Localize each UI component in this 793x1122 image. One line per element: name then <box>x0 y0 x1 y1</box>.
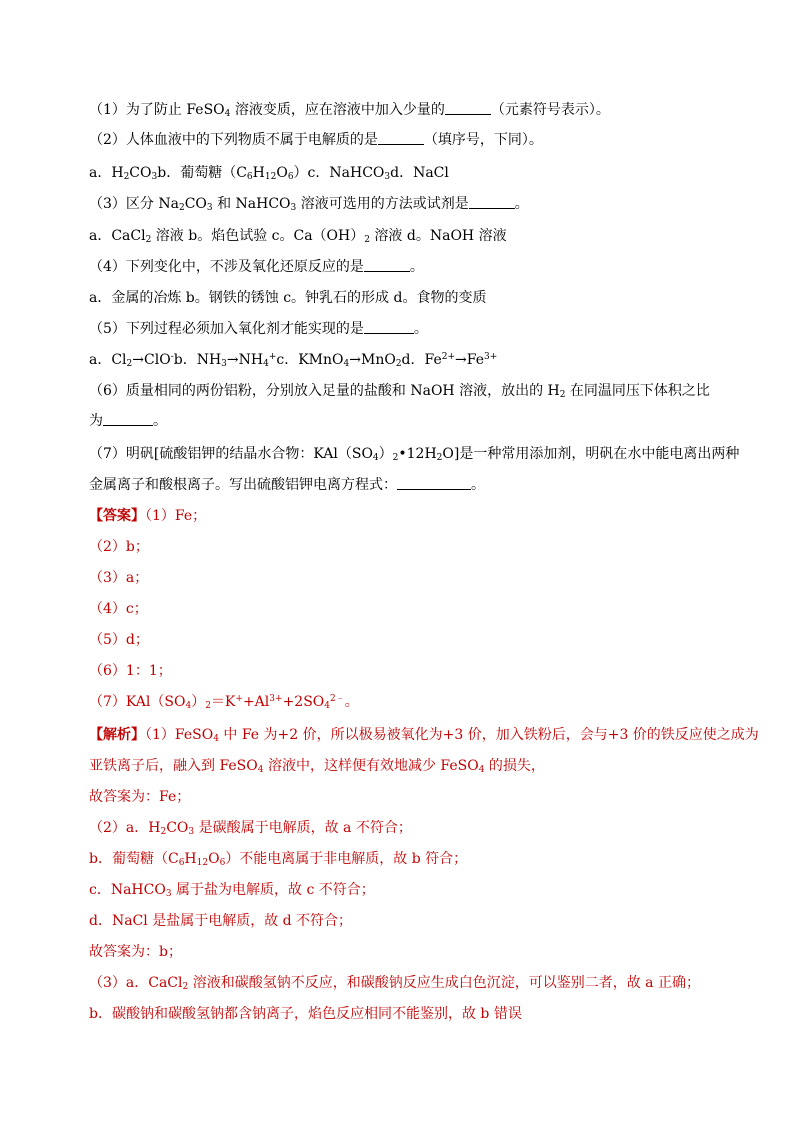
question-5: （5）下列过程必须加入氧化剂才能实现的是 。 <box>89 321 428 337</box>
answer-line-6: （6）1：1； <box>89 663 172 679</box>
question-5-options: a．$Cl_2\to ClO^-b$．$NH_3\to NH_4^+c$．KMnO$_4$→MnO$_2$d．$Fe^{2+}\to Fe^{3+}$ <box>89 352 498 369</box>
answer-blank <box>364 258 410 272</box>
question-4-options: a．金属的冶炼 b。钢铁的锈蚀 c。钟乳石的形成 d。食物的变质 <box>89 290 487 306</box>
analysis-line-7: d．NaCl 是盐属于电解质，故 d 不符合； <box>89 913 353 929</box>
answer-line-2: （2）b； <box>89 539 149 555</box>
question-3-options: a．CaCl$_2$ 溶液 b。焰色试验 c。$Ca(OH)_2$ 溶液 d。NaOH 溶液 <box>89 228 507 245</box>
answer-blank <box>378 131 424 145</box>
answer-blank <box>445 101 491 115</box>
answer-blank <box>469 195 515 209</box>
answer-line-5: （5）d； <box>89 632 149 648</box>
answer-line-4: （4）c； <box>89 601 148 617</box>
answer-line-3: （3）a； <box>89 570 149 586</box>
answer-tag: 【答案】 <box>89 508 145 524</box>
question-7-line-1: （7）明矾[硫酸铝钾的结晶水合物：$KAl(SO_4)_2•12H_2O$]是一种常用添加剂，明矾在水中能电离出两种 <box>89 446 740 463</box>
analysis-tag: 【解析】 <box>89 727 145 743</box>
question-6-line-1: （6）质量相同的两份铝粉，分别放入足量的盐酸和 NaOH 溶液，放出的 $H_2$ 在同温同压下体积之比 <box>89 383 710 400</box>
question-4: （4）下列变化中，不涉及氧化还原反应的是 。 <box>89 259 424 275</box>
analysis-line-6: c．NaHCO$_3$ 属于盐为电解质，故 c 不符合； <box>89 882 375 899</box>
analysis-line-8: 故答案为：b； <box>89 944 182 960</box>
answer-blank <box>103 412 153 426</box>
question-3: （3）区分 $Na_2CO_3$ 和 NaHCO$_3$ 溶液可选用的方法或试剂是 。 <box>89 196 529 213</box>
answer-line-1: 【答案】（1）Fe； <box>89 508 207 524</box>
question-1: （1）为了防止 FeSO$_4$ 溶液变质，应在溶液中加入少量的 （元素符号表示）。 <box>89 102 610 119</box>
analysis-line-5: b．葡萄糖$(C_6H_{12}O_6)$不能电离属于非电解质，故 b 符合； <box>89 851 468 868</box>
analysis-line-1: 【解析】（1）FeSO$_4$ 中 Fe 为+2 价，所以极易被氧化为+3 价，加入铁粉后，会与+3 价的铁反应使之成为 <box>89 727 759 744</box>
question-2: （2）人体血液中的下列物质不属于电解质的是 （填序号，下同）。 <box>89 132 543 148</box>
analysis-line-2: 亚铁离子后，融入到 FeSO$_4$ 溶液中，这样便有效地减少 FeSO$_4$ 的损失， <box>89 758 545 775</box>
question-2-options: a．$H_2CO_3b$．葡萄糖$(C_6H_{12}O_6)c$．NaHCO$_3$d．NaCl <box>89 165 449 182</box>
analysis-line-10: b．碳酸钠和碳酸氢钠都含钠离子，焰色反应相同不能鉴别，故 b 错误 <box>89 1006 522 1022</box>
analysis-line-3: 故答案为：Fe； <box>89 789 191 805</box>
answer-blank <box>397 476 471 490</box>
analysis-line-9: （3）a．CaCl$_2$ 溶液和碳酸氢钠不反应，和碳酸钠反应生成白色沉淀，可以鉴别二者，故 a 正确； <box>89 975 700 992</box>
answer-line-7: $(7)KAl(SO_4)_2=K^++Al^{3+}+2SO_4^{2﹣}$。 <box>89 694 359 711</box>
analysis-line-4: （2）a．$H_2CO_3$ 是碳酸属于电解质，故 a 不符合； <box>89 820 412 837</box>
question-7-line-2: 金属离子和酸根离子。写出硫酸铝钾电离方程式： 。 <box>89 477 485 493</box>
question-6-line-2: 为 。 <box>89 413 167 429</box>
answer-blank <box>364 320 414 334</box>
